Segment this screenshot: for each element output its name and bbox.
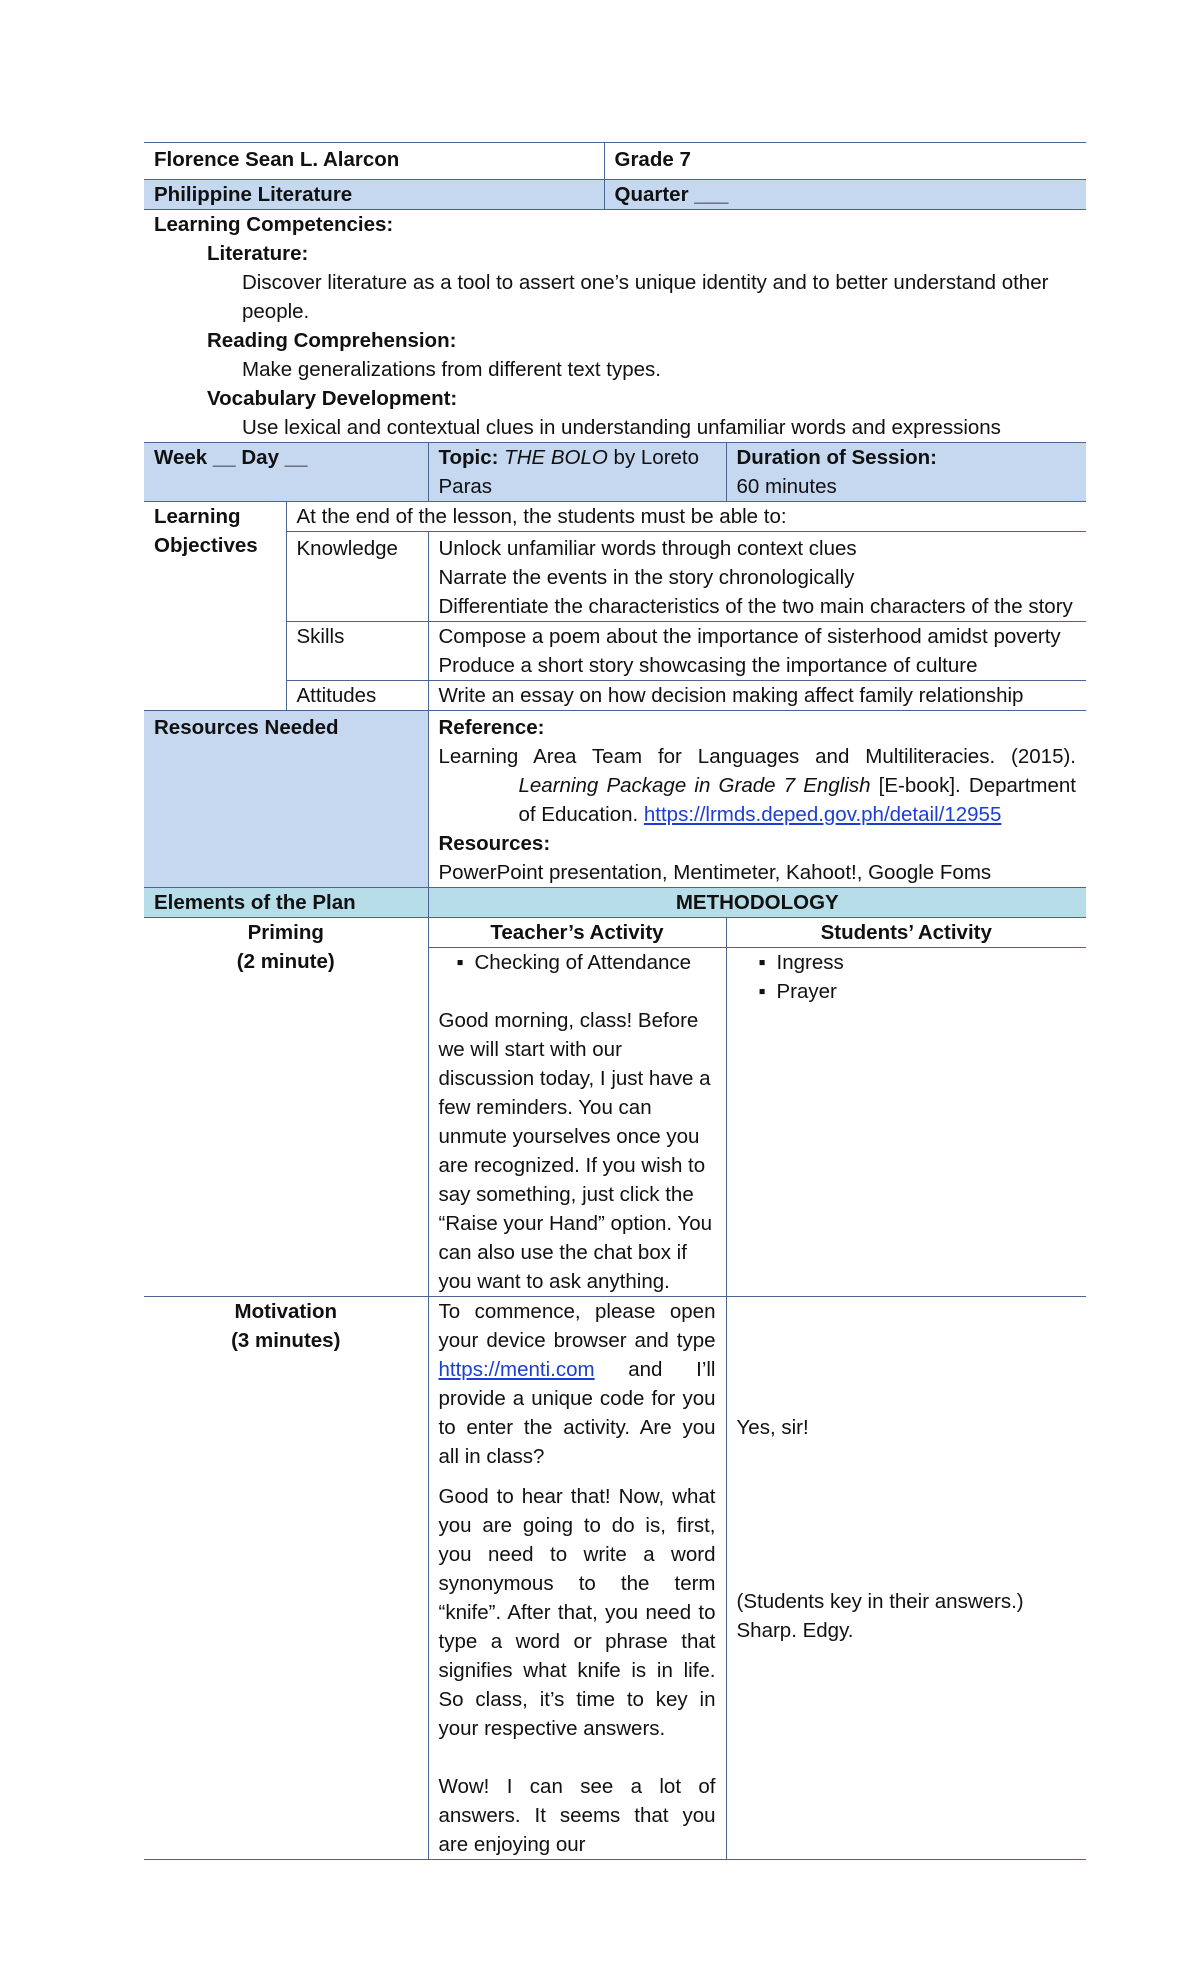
- menti-link[interactable]: https://menti.com: [438, 1358, 595, 1381]
- competencies-title: Learning Competencies:: [154, 213, 394, 236]
- vocab-label: Vocabulary Development:: [207, 387, 458, 410]
- motivation-students: [726, 1297, 1086, 1860]
- motivation-element: [144, 1297, 428, 1860]
- knowledge-label: Knowledge: [286, 532, 428, 622]
- session-row: [144, 443, 1086, 502]
- knowledge-item: Narrate the events in the story chronologically: [438, 566, 855, 589]
- knowledge-list: [428, 532, 1086, 622]
- lesson-plan-table: [144, 142, 1086, 1860]
- priming-students-bullets: [737, 948, 1077, 1006]
- duration-label: Duration of Session:: [736, 446, 937, 469]
- skills-list: [428, 622, 1086, 681]
- duration-value: 60 minutes: [736, 475, 837, 498]
- topic-author: by Loreto Paras: [438, 446, 700, 498]
- knowledge-row: [144, 532, 1086, 622]
- topic-label: Topic:: [438, 446, 499, 469]
- priming-element: [144, 918, 428, 1297]
- knowledge-item: Unlock unfamiliar words through context clues: [438, 537, 857, 560]
- students-activity-heading: Students’ Activity: [726, 918, 1086, 948]
- priming-student-item: ▪ Ingress: [755, 948, 1077, 977]
- motivation-label: Motivation: [234, 1300, 337, 1323]
- objectives-label-line2: Objectives: [154, 534, 258, 557]
- resources-label: Resources Needed: [144, 711, 428, 888]
- teacher-activity-heading: Teacher’s Activity: [428, 918, 726, 948]
- motivation-row: [144, 1297, 1086, 1860]
- motivation-student-answer-1: Yes, sir!: [736, 1416, 809, 1439]
- motivation-student-answer-3: Sharp. Edgy.: [736, 1619, 854, 1642]
- priming-heading-row: [144, 918, 1086, 948]
- motivation-teacher-p3: Wow! I can see a lot of answers. It seems that you are enjoying our: [438, 1775, 716, 1856]
- header-row-2: [144, 180, 1086, 210]
- objectives-label-line1: Learning: [154, 505, 241, 528]
- elements-label: Elements of the Plan: [144, 888, 428, 918]
- resources-sub-label: Resources:: [438, 832, 551, 855]
- motivation-teacher: [428, 1297, 726, 1860]
- reference-citation: [439, 742, 1077, 829]
- motivation-student-answer-2: (Students key in their answers.): [736, 1590, 1024, 1613]
- methodology-label: METHODOLOGY: [428, 888, 1086, 918]
- objectives-intro-row: [144, 502, 1086, 532]
- literature-label: Literature:: [207, 242, 309, 265]
- skills-item: Compose a poem about the importance of sisterhood amidst poverty: [438, 625, 1061, 648]
- literature-text: Discover literature as a tool to assert one’s unique identity and to better understand other people.: [242, 271, 1049, 323]
- resources-text: PowerPoint presentation, Mentimeter, Kahoot!, Google Foms: [438, 861, 992, 884]
- priming-label: Priming: [247, 921, 324, 944]
- reference-link[interactable]: https://lrmds.deped.gov.ph/detail/12955: [643, 803, 1002, 826]
- citation-authors: Learning Area Team for Languages and Multiliteracies. (2015).: [438, 745, 1077, 768]
- objectives-label: [144, 502, 286, 711]
- quarter-label: Quarter ___: [604, 180, 1086, 210]
- citation-publisher: [E-book]. Department of Education.: [518, 774, 1076, 826]
- knowledge-item: Differentiate the characteristics of the two main characters of the story: [438, 595, 1073, 618]
- resources-row: [144, 711, 1086, 888]
- motivation-teacher-p1: [439, 1297, 716, 1471]
- topic: [428, 443, 726, 502]
- citation-title: Learning Package in Grade 7 English: [518, 774, 871, 797]
- priming-teacher: [428, 948, 726, 1297]
- skills-row: [144, 622, 1086, 681]
- priming-students: [726, 948, 1086, 1297]
- lesson-plan-page: [144, 142, 1086, 1860]
- motivation-teacher-p2: Good to hear that! Now, what you are going to do is, first, you need to write a word synonymous to the term “knife”. After that, you need to type a word or phrase that signifies what knife is in life. So class, it’s time to key in your respective answers.: [438, 1485, 716, 1740]
- skills-item: Produce a short story showcasing the importance of culture: [438, 654, 978, 677]
- priming-teacher-bullet: ▪ Checking of Attendance: [453, 948, 716, 977]
- motivation-t1-start: To commence, please open your device browser and type: [438, 1300, 716, 1352]
- attitudes-label: Attitudes: [286, 681, 428, 711]
- skills-label: Skills: [286, 622, 428, 681]
- attitudes-item: Write an essay on how decision making affect family relationship: [428, 681, 1086, 711]
- priming-teacher-bullets: [439, 948, 716, 977]
- reading-text: Make generalizations from different text types.: [242, 358, 661, 381]
- priming-teacher-text: Good morning, class! Before we will start with our discussion today, I just have a few reminders. You can unmute yourselves once you are recognized. If you wish to say something, just click the “Raise your Hand” option. You can also use the chat box if you want to ask anything.: [438, 1009, 713, 1293]
- reference-label: Reference:: [438, 716, 545, 739]
- header-row-1: [144, 143, 1086, 180]
- teacher-name: Florence Sean L. Alarcon: [144, 143, 604, 180]
- motivation-t1-end: and I’ll provide a unique code for you to enter the activity. Are you all in class?: [438, 1358, 716, 1468]
- duration: [726, 443, 1086, 502]
- attitudes-row: [144, 681, 1086, 711]
- plan-header-row: [144, 888, 1086, 918]
- subject-name: Philippine Literature: [144, 180, 604, 210]
- reading-label: Reading Comprehension:: [207, 329, 457, 352]
- motivation-duration: (3 minutes): [231, 1329, 341, 1352]
- competencies-row: [144, 210, 1086, 443]
- objectives-intro: At the end of the lesson, the students must be able to:: [286, 502, 1086, 532]
- vocab-text: Use lexical and contextual clues in understanding unfamiliar words and expressions: [242, 416, 1001, 439]
- resources-content: [428, 711, 1086, 888]
- week-day: Week __ Day __: [144, 443, 428, 502]
- grade-level: Grade 7: [604, 143, 1086, 180]
- priming-student-item: ▪ Prayer: [755, 977, 1077, 1006]
- topic-title: THE BOLO: [504, 446, 608, 469]
- priming-duration: (2 minute): [236, 950, 335, 973]
